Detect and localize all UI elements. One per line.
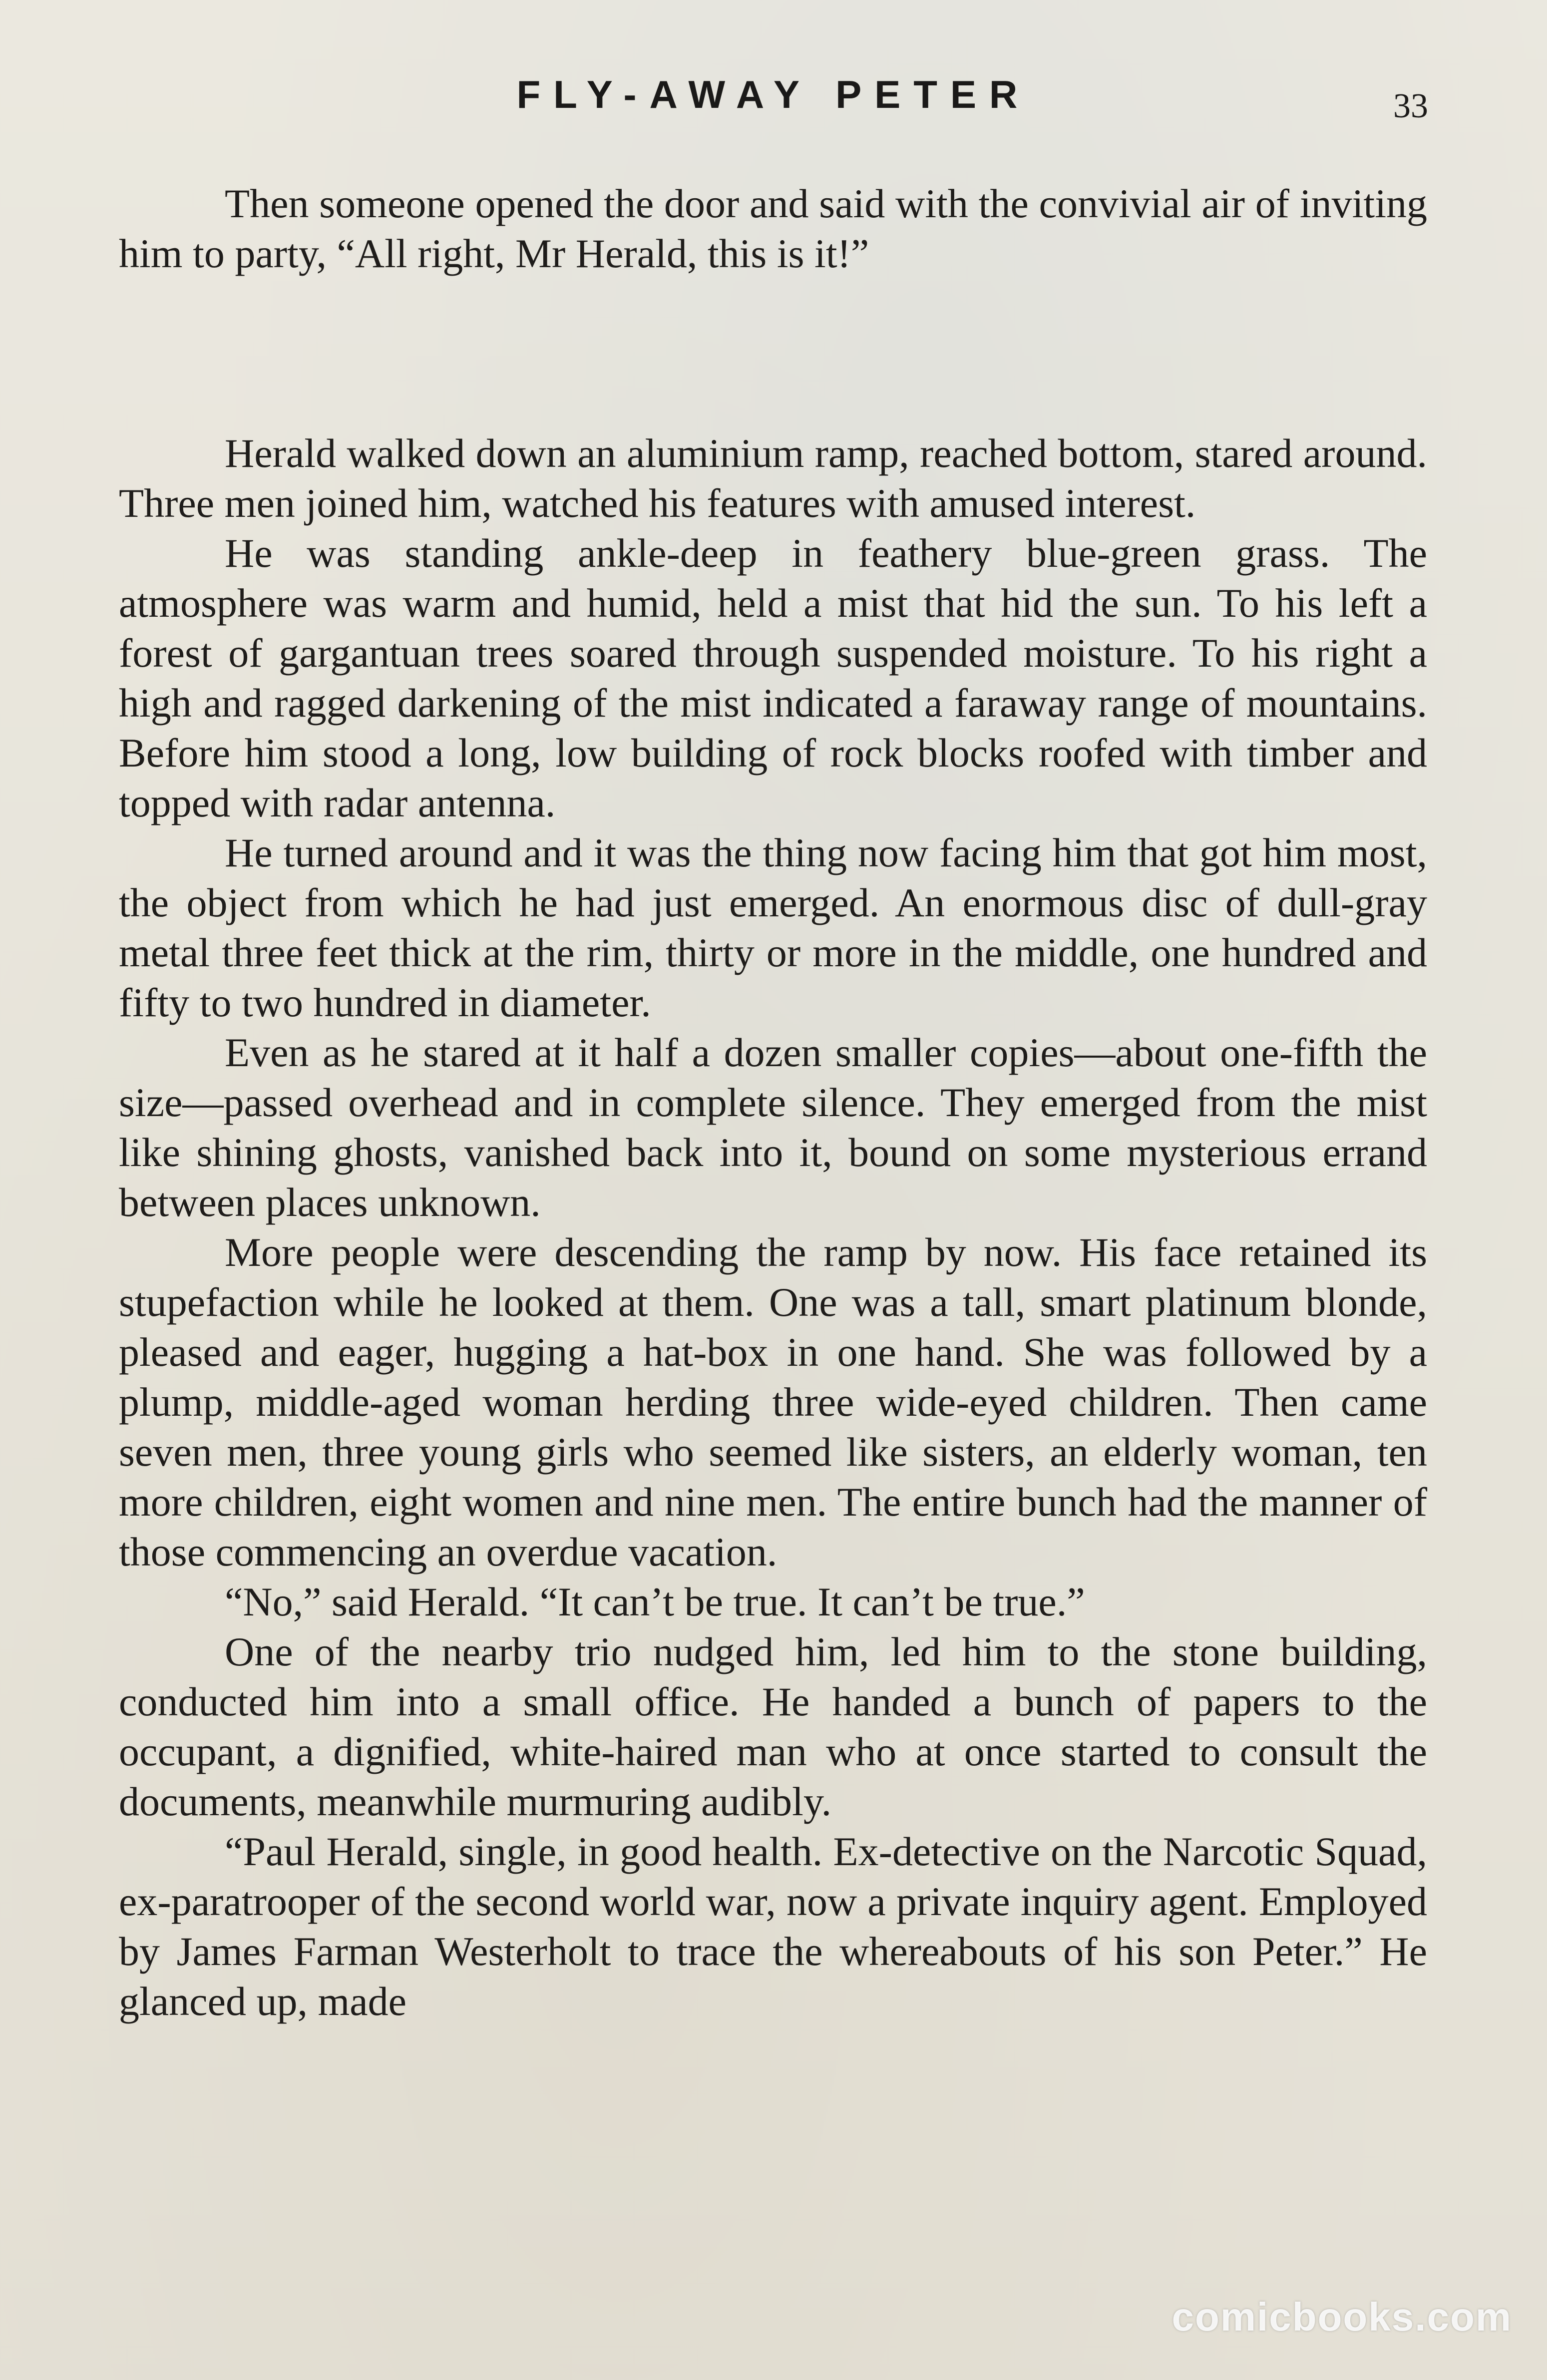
paragraph: Even as he stared at it half a dozen smaller copies—about one-fifth the size—passed overhead and in complete silence. They emerged from the mist like shining ghosts, vanished back into it, bound on some mysterious errand between places unknown. [119, 1030, 1427, 1225]
paragraph: He turned around and it was the thing now facing him that got him most, the object from which he had just emerged. An enormous disc of dull-gray metal three feet thick at the rim, thirty or more in the middle, one hundred and fifty to two hundred in diameter. [119, 830, 1427, 1025]
paragraph: Then someone opened the door and said with the convivial air of inviting him to party, “All right, Mr Herald, this is it!” [119, 181, 1427, 276]
paragraph: More people were descending the ramp by now. His face retained its stupefaction while he looked at them. One was a tall, smart platinum blonde, pleased and eager, hugging a hat-box in one hand. She was followed by a plump, middle-aged woman herding three wide-eyed children. Then came seven men, three young girls who seemed like sisters, an elderly woman, ten more children, eight women and nine men. The entire bunch had the manner of those commencing an overdue vacation. [119, 1229, 1427, 1575]
page-number: 33 [1393, 87, 1428, 125]
paragraph: One of the nearby trio nudged him, led him to the stone building, conducted him into a small office. He handed a bunch of papers to the occupant, a dignified, white-haired man who at once started to consult the documents, meanwhile murmuring audibly. [119, 1629, 1427, 1824]
opening-paragraph-block [119, 179, 1427, 279]
site-watermark: comicbooks.com [1171, 2295, 1512, 2339]
paragraph: “Paul Herald, single, in good health. Ex-detective on the Narcotic Squad, ex-paratrooper of the second world war, now a private inquiry agent. Employed by James Farman Westerholt to trace the whereabouts of his son Peter.” He glanced up, made [119, 1829, 1427, 2024]
running-title: FLY-AWAY PETER [516, 72, 1031, 116]
paragraph: Herald walked down an aluminium ramp, reached bottom, stared around. Three men joined him, watched his features with amused interest. [119, 430, 1427, 526]
paragraph: “No,” said Herald. “It can’t be true. It can’t be true.” [225, 1579, 1085, 1624]
paragraph: He was standing ankle-deep in feathery blue-green grass. The atmosphere was warm and humid, held a mist that hid the sun. To his left a forest of gargantuan trees soared through suspended moisture. To his right a high and ragged darkening of the mist indicated a faraway range of mountains. Before him stood a long, low building of rock blocks roofed with timber and topped with radar antenna. [119, 530, 1427, 825]
main-text-block [119, 428, 1427, 2026]
